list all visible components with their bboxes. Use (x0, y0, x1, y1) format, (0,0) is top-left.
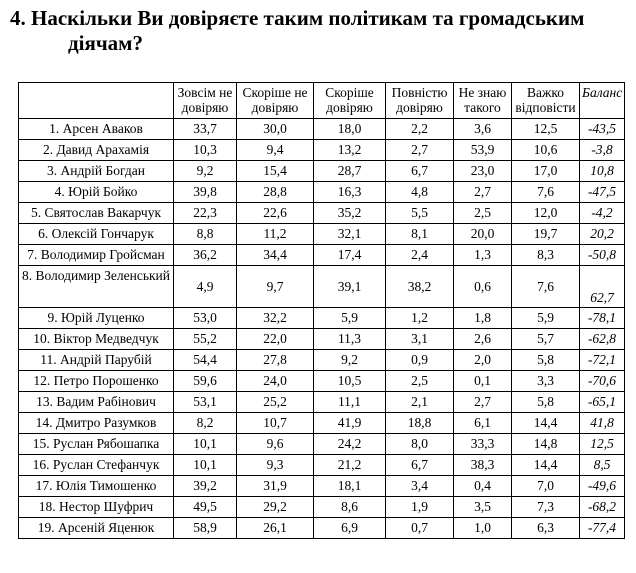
cell-dont-know: 0,1 (454, 371, 512, 392)
cell-rather-trust: 32,1 (314, 224, 386, 245)
cell-rather-distrust: 26,1 (237, 518, 314, 539)
cell-rather-distrust: 30,0 (237, 119, 314, 140)
cell-rather-trust: 21,2 (314, 455, 386, 476)
cell-rather-trust: 35,2 (314, 203, 386, 224)
heading-line-2: діячам? (68, 31, 143, 55)
header-cell-rather-trust: Скоріше довіряю (314, 83, 386, 119)
cell-rather-distrust: 10,7 (237, 413, 314, 434)
cell-balance: -47,5 (580, 182, 625, 203)
cell-hard-to-say: 14,4 (512, 455, 580, 476)
cell-balance: 41,8 (580, 413, 625, 434)
cell-rather-trust: 5,9 (314, 308, 386, 329)
cell-rather-trust: 13,2 (314, 140, 386, 161)
cell-dont-know: 0,4 (454, 476, 512, 497)
cell-rather-distrust: 9,7 (237, 266, 314, 308)
header-cell-balance: Баланс (580, 83, 625, 119)
header-cell-name (19, 83, 174, 119)
cell-trust-fully: 3,1 (386, 329, 454, 350)
cell-rather-distrust: 11,2 (237, 224, 314, 245)
header-cell-hard-to-say: Важко відповісти (512, 83, 580, 119)
cell-distrust-completely: 4,9 (174, 266, 237, 308)
cell-rather-trust: 24,2 (314, 434, 386, 455)
cell-name: 9. Юрій Луценко (19, 308, 174, 329)
table-row (19, 371, 625, 392)
cell-hard-to-say: 10,6 (512, 140, 580, 161)
cell-name: 10. Віктор Медведчук (19, 329, 174, 350)
cell-hard-to-say: 5,9 (512, 308, 580, 329)
table-row (19, 224, 625, 245)
cell-distrust-completely: 33,7 (174, 119, 237, 140)
cell-dont-know: 1,0 (454, 518, 512, 539)
cell-trust-fully: 8,0 (386, 434, 454, 455)
cell-trust-fully: 2,4 (386, 245, 454, 266)
table-row (19, 350, 625, 371)
table-row (19, 518, 625, 539)
cell-name: 4. Юрій Бойко (19, 182, 174, 203)
cell-trust-fully: 8,1 (386, 224, 454, 245)
cell-rather-distrust: 15,4 (237, 161, 314, 182)
cell-name: 13. Вадим Рабінович (19, 392, 174, 413)
table-row (19, 161, 625, 182)
cell-balance: -3,8 (580, 140, 625, 161)
cell-trust-fully: 2,2 (386, 119, 454, 140)
cell-dont-know: 38,3 (454, 455, 512, 476)
cell-distrust-completely: 49,5 (174, 497, 237, 518)
cell-trust-fully: 1,2 (386, 308, 454, 329)
cell-balance: -50,8 (580, 245, 625, 266)
cell-rather-distrust: 27,8 (237, 350, 314, 371)
cell-dont-know: 2,0 (454, 350, 512, 371)
page-heading (10, 6, 630, 56)
cell-hard-to-say: 7,6 (512, 182, 580, 203)
cell-distrust-completely: 10,1 (174, 455, 237, 476)
cell-rather-trust: 17,4 (314, 245, 386, 266)
cell-hard-to-say: 7,3 (512, 497, 580, 518)
cell-hard-to-say: 17,0 (512, 161, 580, 182)
cell-trust-fully: 3,4 (386, 476, 454, 497)
cell-distrust-completely: 8,2 (174, 413, 237, 434)
cell-dont-know: 23,0 (454, 161, 512, 182)
cell-rather-distrust: 28,8 (237, 182, 314, 203)
table-row (19, 203, 625, 224)
cell-balance: -70,6 (580, 371, 625, 392)
cell-dont-know: 20,0 (454, 224, 512, 245)
cell-trust-fully: 6,7 (386, 161, 454, 182)
cell-hard-to-say: 5,7 (512, 329, 580, 350)
cell-trust-fully: 2,1 (386, 392, 454, 413)
cell-name: 7. Володимир Гройсман (19, 245, 174, 266)
cell-trust-fully: 6,7 (386, 455, 454, 476)
cell-hard-to-say: 12,0 (512, 203, 580, 224)
cell-hard-to-say: 5,8 (512, 350, 580, 371)
trust-table (18, 82, 625, 539)
cell-rather-trust: 11,1 (314, 392, 386, 413)
cell-balance: -65,1 (580, 392, 625, 413)
cell-rather-trust: 10,5 (314, 371, 386, 392)
cell-dont-know: 3,6 (454, 119, 512, 140)
cell-rather-trust: 28,7 (314, 161, 386, 182)
table-row (19, 308, 625, 329)
table-row (19, 497, 625, 518)
cell-distrust-completely: 53,0 (174, 308, 237, 329)
cell-balance: 8,5 (580, 455, 625, 476)
cell-dont-know: 2,7 (454, 182, 512, 203)
cell-rather-distrust: 9,6 (237, 434, 314, 455)
cell-name: 19. Арсеній Яценюк (19, 518, 174, 539)
table-row (19, 455, 625, 476)
cell-hard-to-say: 8,3 (512, 245, 580, 266)
table-row (19, 182, 625, 203)
cell-dont-know: 33,3 (454, 434, 512, 455)
cell-name: 1. Арсен Аваков (19, 119, 174, 140)
cell-balance: -77,4 (580, 518, 625, 539)
cell-hard-to-say: 7,0 (512, 476, 580, 497)
cell-hard-to-say: 19,7 (512, 224, 580, 245)
cell-trust-fully: 38,2 (386, 266, 454, 308)
cell-rather-trust: 41,9 (314, 413, 386, 434)
cell-distrust-completely: 39,8 (174, 182, 237, 203)
cell-distrust-completely: 55,2 (174, 329, 237, 350)
cell-rather-trust: 39,1 (314, 266, 386, 308)
cell-distrust-completely: 10,3 (174, 140, 237, 161)
table-row (19, 329, 625, 350)
cell-name: 18. Нестор Шуфрич (19, 497, 174, 518)
cell-name: 14. Дмитро Разумков (19, 413, 174, 434)
cell-name: 17. Юлія Тимошенко (19, 476, 174, 497)
cell-distrust-completely: 58,9 (174, 518, 237, 539)
cell-hard-to-say: 6,3 (512, 518, 580, 539)
cell-balance: -72,1 (580, 350, 625, 371)
cell-balance: 62,7 (580, 266, 625, 308)
cell-balance: -68,2 (580, 497, 625, 518)
cell-hard-to-say: 14,4 (512, 413, 580, 434)
cell-hard-to-say: 3,3 (512, 371, 580, 392)
table-row (19, 140, 625, 161)
table-row (19, 119, 625, 140)
header-cell-rather-distrust: Скоріше не довіряю (237, 83, 314, 119)
cell-dont-know: 6,1 (454, 413, 512, 434)
cell-name: 12. Петро Порошенко (19, 371, 174, 392)
cell-trust-fully: 2,7 (386, 140, 454, 161)
cell-distrust-completely: 8,8 (174, 224, 237, 245)
cell-rather-distrust: 34,4 (237, 245, 314, 266)
cell-name: 3. Андрій Богдан (19, 161, 174, 182)
cell-name: 2. Давид Арахамія (19, 140, 174, 161)
cell-rather-trust: 9,2 (314, 350, 386, 371)
header-cell-dont-know: Не знаю такого (454, 83, 512, 119)
cell-distrust-completely: 9,2 (174, 161, 237, 182)
cell-dont-know: 53,9 (454, 140, 512, 161)
cell-rather-trust: 18,1 (314, 476, 386, 497)
cell-distrust-completely: 53,1 (174, 392, 237, 413)
cell-name: 5. Святослав Вакарчук (19, 203, 174, 224)
cell-rather-distrust: 22,0 (237, 329, 314, 350)
cell-name: 16. Руслан Стефанчук (19, 455, 174, 476)
cell-dont-know: 0,6 (454, 266, 512, 308)
heading-line-1: 4. Наскільки Ви довіряєте таким політикам та громадським (10, 6, 585, 30)
table-row (19, 266, 625, 308)
cell-rather-distrust: 9,3 (237, 455, 314, 476)
cell-distrust-completely: 54,4 (174, 350, 237, 371)
cell-rather-trust: 18,0 (314, 119, 386, 140)
cell-name: 15. Руслан Рябошапка (19, 434, 174, 455)
cell-distrust-completely: 22,3 (174, 203, 237, 224)
cell-dont-know: 1,3 (454, 245, 512, 266)
header-cell-trust-fully: Повністю довіряю (386, 83, 454, 119)
cell-balance: 12,5 (580, 434, 625, 455)
table-row (19, 476, 625, 497)
cell-rather-trust: 16,3 (314, 182, 386, 203)
cell-name: 8. Володимир Зеленський (19, 266, 174, 308)
table-row (19, 434, 625, 455)
cell-rather-distrust: 32,2 (237, 308, 314, 329)
cell-balance: -43,5 (580, 119, 625, 140)
cell-name: 6. Олексій Гончарук (19, 224, 174, 245)
cell-rather-trust: 8,6 (314, 497, 386, 518)
table-row (19, 392, 625, 413)
cell-rather-trust: 6,9 (314, 518, 386, 539)
cell-rather-trust: 11,3 (314, 329, 386, 350)
cell-rather-distrust: 22,6 (237, 203, 314, 224)
cell-balance: -4,2 (580, 203, 625, 224)
cell-rather-distrust: 29,2 (237, 497, 314, 518)
cell-hard-to-say: 7,6 (512, 266, 580, 308)
cell-trust-fully: 2,5 (386, 371, 454, 392)
table-row (19, 413, 625, 434)
cell-dont-know: 2,5 (454, 203, 512, 224)
table-row (19, 245, 625, 266)
cell-name: 11. Андрій Парубій (19, 350, 174, 371)
cell-balance: 20,2 (580, 224, 625, 245)
cell-rather-distrust: 25,2 (237, 392, 314, 413)
cell-trust-fully: 0,7 (386, 518, 454, 539)
cell-balance: -78,1 (580, 308, 625, 329)
cell-dont-know: 2,7 (454, 392, 512, 413)
table-header-row (19, 83, 625, 119)
cell-trust-fully: 18,8 (386, 413, 454, 434)
cell-rather-distrust: 9,4 (237, 140, 314, 161)
cell-hard-to-say: 12,5 (512, 119, 580, 140)
cell-balance: 10,8 (580, 161, 625, 182)
cell-rather-distrust: 31,9 (237, 476, 314, 497)
cell-distrust-completely: 10,1 (174, 434, 237, 455)
cell-trust-fully: 1,9 (386, 497, 454, 518)
cell-dont-know: 1,8 (454, 308, 512, 329)
cell-trust-fully: 4,8 (386, 182, 454, 203)
cell-rather-distrust: 24,0 (237, 371, 314, 392)
cell-distrust-completely: 59,6 (174, 371, 237, 392)
cell-hard-to-say: 5,8 (512, 392, 580, 413)
cell-trust-fully: 5,5 (386, 203, 454, 224)
header-cell-distrust-completely: Зовсім не довіряю (174, 83, 237, 119)
cell-dont-know: 2,6 (454, 329, 512, 350)
cell-dont-know: 3,5 (454, 497, 512, 518)
cell-trust-fully: 0,9 (386, 350, 454, 371)
cell-balance: -49,6 (580, 476, 625, 497)
cell-distrust-completely: 39,2 (174, 476, 237, 497)
cell-distrust-completely: 36,2 (174, 245, 237, 266)
cell-balance: -62,8 (580, 329, 625, 350)
table-body (19, 119, 625, 539)
cell-hard-to-say: 14,8 (512, 434, 580, 455)
